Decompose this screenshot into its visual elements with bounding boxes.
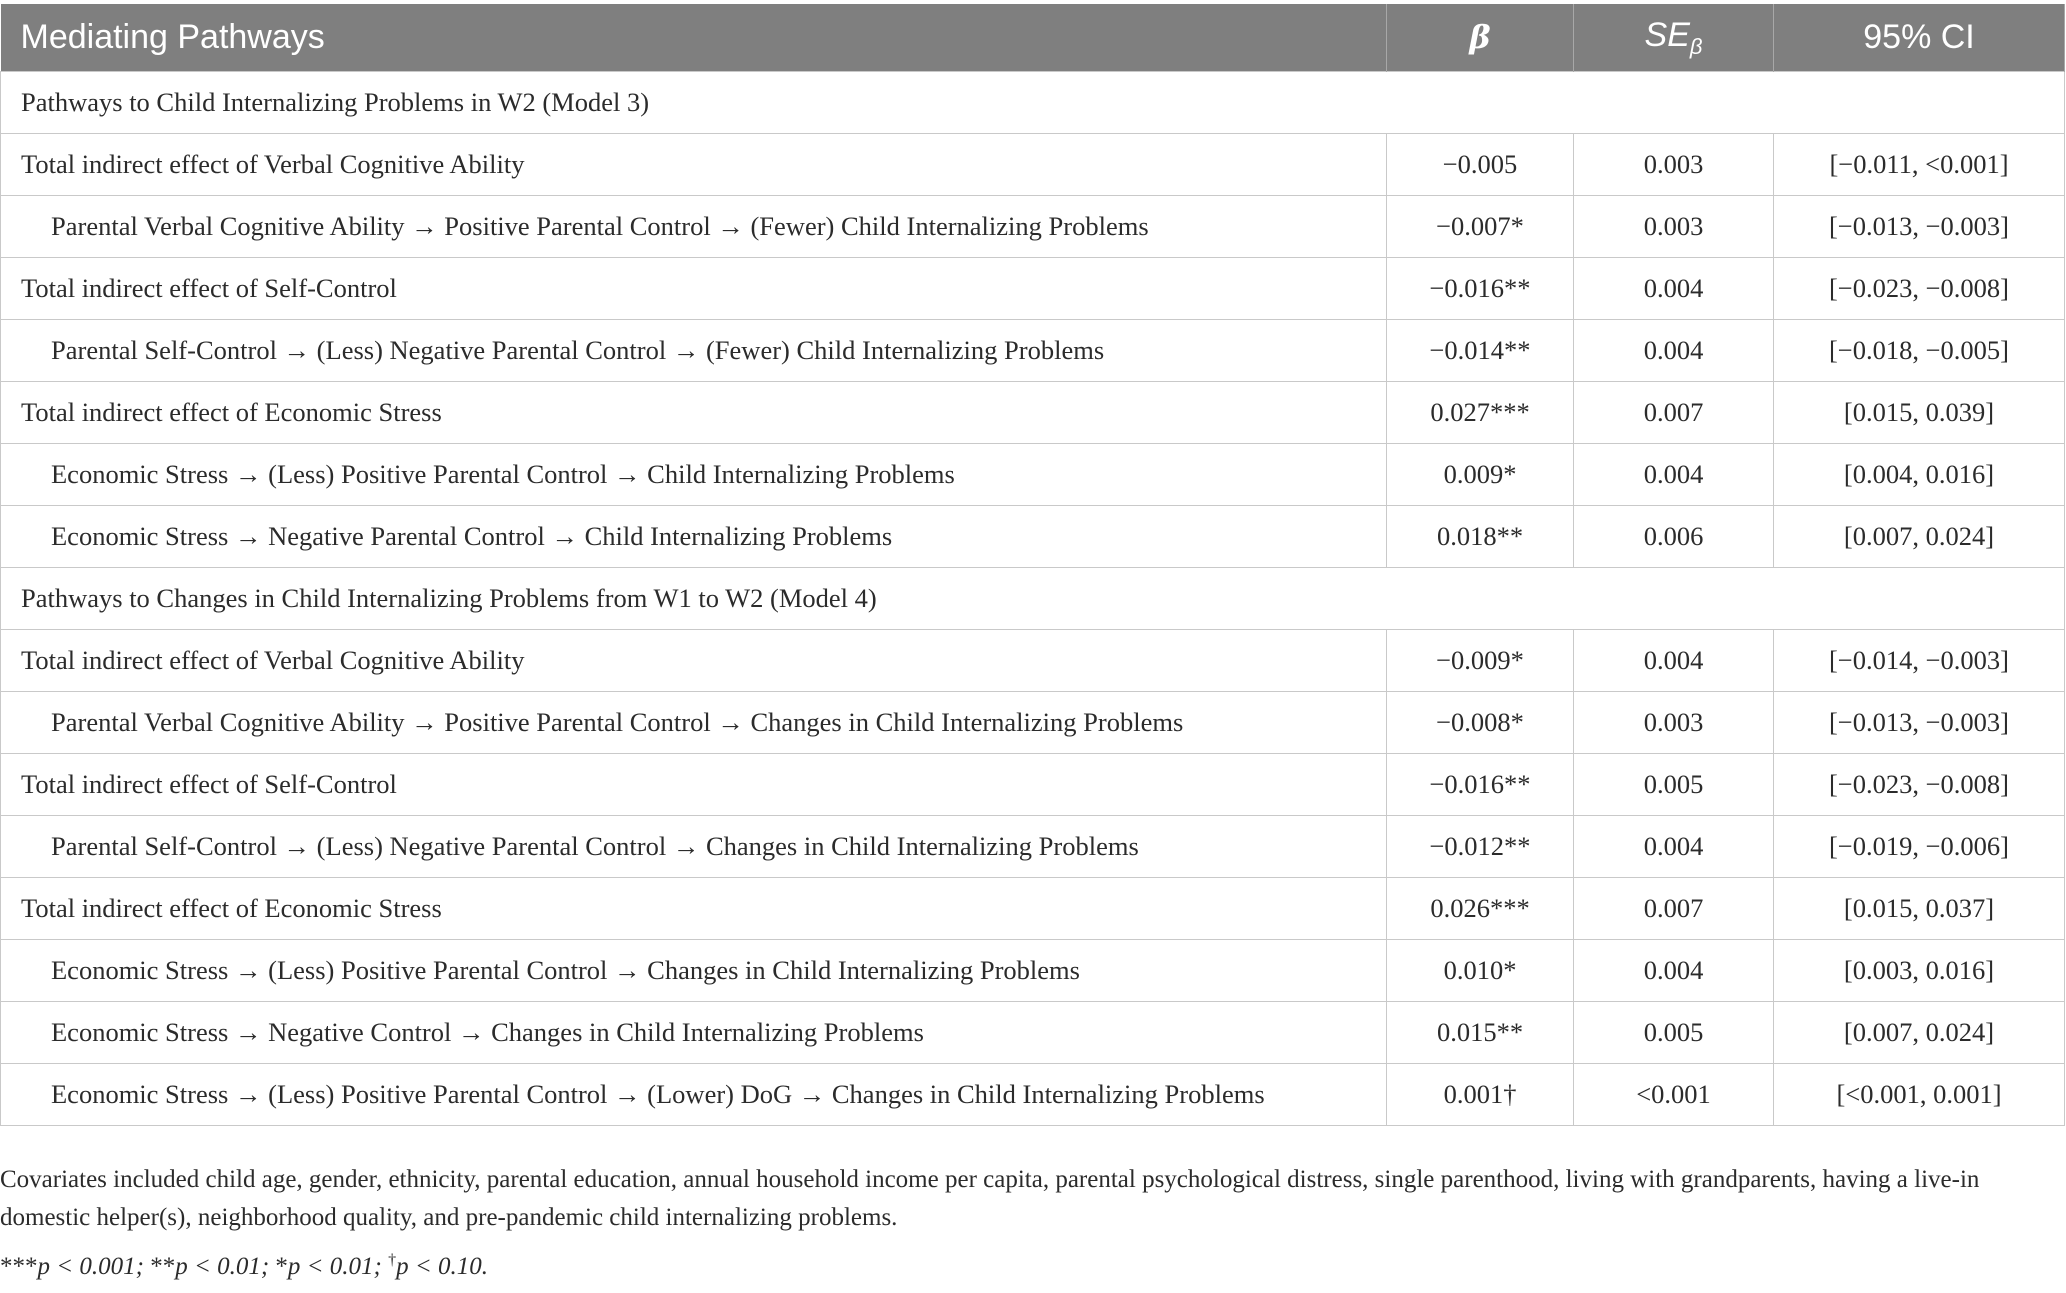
ci-value: [0.015, 0.039]: [1774, 382, 2065, 444]
beta-value: 0.018**: [1387, 506, 1574, 568]
sig-p05-text: p < 0.01;: [287, 1253, 389, 1280]
table-row: [1, 444, 2065, 506]
header-se: [1574, 4, 1774, 72]
pathway-label: Economic Stress → (Less) Positive Parental Control → Changes in Child Internalizing Problems: [1, 940, 1387, 1002]
header-beta: [1387, 4, 1574, 72]
se-subscript: β: [1689, 33, 1703, 59]
se-value: 0.004: [1574, 320, 1774, 382]
header-mediating-pathways: Mediating Pathways: [1, 4, 1387, 72]
ci-value: [0.004, 0.016]: [1774, 444, 2065, 506]
table-row: [1, 754, 2065, 816]
beta-value: −0.005: [1387, 134, 1574, 196]
table-row: [1, 258, 2065, 320]
se-value: <0.001: [1574, 1064, 1774, 1126]
sig-p001-mark: ***: [0, 1253, 38, 1280]
header-ci: 95% CI: [1774, 4, 2065, 72]
pathway-label: Parental Self-Control → (Less) Negative Parental Control → (Fewer) Child Internalizing Problems: [1, 320, 1387, 382]
pathway-label: Total indirect effect of Verbal Cognitive Ability: [1, 630, 1387, 692]
se-value: 0.004: [1574, 816, 1774, 878]
ci-value: [−0.011, <0.001]: [1774, 134, 2065, 196]
sig-p001-text: p < 0.001;: [37, 1253, 151, 1280]
table-row: [1, 1002, 2065, 1064]
beta-value: −0.016**: [1387, 258, 1574, 320]
se-value: 0.004: [1574, 630, 1774, 692]
beta-value: −0.014**: [1387, 320, 1574, 382]
pathway-label: Economic Stress → (Less) Positive Parental Control → (Lower) DoG → Changes in Child Internalizing Problems: [1, 1064, 1387, 1126]
covariates-footnote: Covariates included child age, gender, ethnicity, parental education, annual household income per capita, parental psychological distress, single parenthood, living with grandparents, having a live-in domestic helper(s), neighborhood quality, and pre-pandemic child internalizing problems.: [0, 1166, 1980, 1231]
se-value: 0.003: [1574, 196, 1774, 258]
ci-value: [−0.014, −0.003]: [1774, 630, 2065, 692]
table-row: [1, 382, 2065, 444]
se-value: 0.007: [1574, 382, 1774, 444]
sig-p05-mark: *: [275, 1253, 288, 1280]
table-header: [1, 4, 2065, 72]
ci-value: [−0.013, −0.003]: [1774, 196, 2065, 258]
sig-p10-text: p < 0.10.: [396, 1253, 488, 1280]
beta-value: 0.010*: [1387, 940, 1574, 1002]
mediating-pathways-table: [0, 4, 2065, 1126]
pathway-label: Total indirect effect of Economic Stress: [1, 878, 1387, 940]
pathway-label: Parental Verbal Cognitive Ability → Positive Parental Control → Changes in Child Internalizing Problems: [1, 692, 1387, 754]
section-row: [1, 568, 2065, 630]
table-row: [1, 940, 2065, 1002]
section-title: Pathways to Child Internalizing Problems in W2 (Model 3): [1, 72, 2065, 134]
pathway-label: Total indirect effect of Economic Stress: [1, 382, 1387, 444]
beta-value: 0.001†: [1387, 1064, 1574, 1126]
pathway-label: Parental Verbal Cognitive Ability → Positive Parental Control → (Fewer) Child Internalizing Problems: [1, 196, 1387, 258]
pathway-label: Total indirect effect of Verbal Cognitive Ability: [1, 134, 1387, 196]
se-value: 0.007: [1574, 878, 1774, 940]
pathway-label: Parental Self-Control → (Less) Negative Parental Control → Changes in Child Internalizing Problems: [1, 816, 1387, 878]
se-value: 0.004: [1574, 444, 1774, 506]
beta-value: 0.015**: [1387, 1002, 1574, 1064]
beta-value: −0.016**: [1387, 754, 1574, 816]
results-table-container: [0, 4, 2066, 1126]
se-value: 0.004: [1574, 940, 1774, 1002]
beta-value: −0.008*: [1387, 692, 1574, 754]
sig-p01-text: p < 0.01;: [175, 1253, 276, 1280]
se-value: 0.006: [1574, 506, 1774, 568]
beta-value: −0.007*: [1387, 196, 1574, 258]
ci-value: [0.007, 0.024]: [1774, 506, 2065, 568]
table-body: [1, 72, 2065, 1126]
se-value: 0.003: [1574, 692, 1774, 754]
pathway-label: Total indirect effect of Self-Control: [1, 258, 1387, 320]
ci-value: [0.015, 0.037]: [1774, 878, 2065, 940]
se-value: 0.003: [1574, 134, 1774, 196]
header-row: [1, 4, 2065, 72]
pathway-label: Total indirect effect of Self-Control: [1, 754, 1387, 816]
beta-value: 0.026***: [1387, 878, 1574, 940]
section-row: [1, 72, 2065, 134]
pathway-label: Economic Stress → Negative Parental Control → Child Internalizing Problems: [1, 506, 1387, 568]
pathway-label: Economic Stress → Negative Control → Changes in Child Internalizing Problems: [1, 1002, 1387, 1064]
beta-value: −0.009*: [1387, 630, 1574, 692]
ci-value: [−0.019, −0.006]: [1774, 816, 2065, 878]
ci-value: [−0.023, −0.008]: [1774, 258, 2065, 320]
table-row: [1, 692, 2065, 754]
se-value: 0.004: [1574, 258, 1774, 320]
table-row: [1, 878, 2065, 940]
significance-footnote: [0, 1248, 2060, 1286]
table-row: [1, 506, 2065, 568]
se-value: 0.005: [1574, 1002, 1774, 1064]
sig-p01-mark: **: [150, 1253, 176, 1280]
table-row: [1, 320, 2065, 382]
se-value: 0.005: [1574, 754, 1774, 816]
beta-value: 0.027***: [1387, 382, 1574, 444]
ci-value: [<0.001, 0.001]: [1774, 1064, 2065, 1126]
ci-value: [0.003, 0.016]: [1774, 940, 2065, 1002]
ci-value: [0.007, 0.024]: [1774, 1002, 2065, 1064]
table-row: [1, 630, 2065, 692]
table-row: [1, 1064, 2065, 1126]
table-row: [1, 134, 2065, 196]
ci-value: [−0.018, −0.005]: [1774, 320, 2065, 382]
table-row: [1, 196, 2065, 258]
se-label: SE: [1644, 15, 1690, 54]
sig-p10-mark: †: [388, 1251, 397, 1269]
beta-symbol: β: [1469, 18, 1491, 56]
beta-value: 0.009*: [1387, 444, 1574, 506]
pathway-label: Economic Stress → (Less) Positive Parental Control → Child Internalizing Problems: [1, 444, 1387, 506]
section-title: Pathways to Changes in Child Internalizing Problems from W1 to W2 (Model 4): [1, 568, 2065, 630]
beta-value: −0.012**: [1387, 816, 1574, 878]
table-row: [1, 816, 2065, 878]
ci-value: [−0.023, −0.008]: [1774, 754, 2065, 816]
ci-value: [−0.013, −0.003]: [1774, 692, 2065, 754]
